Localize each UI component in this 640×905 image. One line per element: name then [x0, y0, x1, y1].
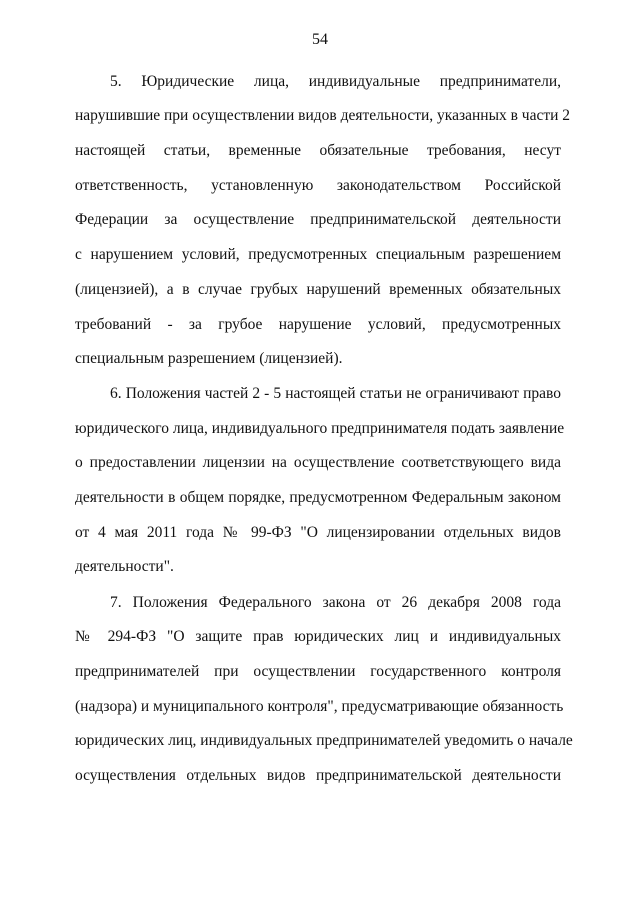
- text-line: Федерации за осуществление предпринимательской деятельности: [75, 211, 561, 228]
- text-line: 5. Юридические лица, индивидуальные предприниматели,: [110, 73, 561, 90]
- text-line: деятельности".: [75, 558, 174, 575]
- text-line: осуществления отдельных видов предпринимательской деятельности: [75, 767, 561, 784]
- text-line: нарушившие при осуществлении видов деятельности, указанных в части 2: [75, 107, 571, 124]
- text-line: с нарушением условий, предусмотренных специальным разрешением: [75, 246, 561, 263]
- text-line: настоящей статьи, временные обязательные требования, несут: [75, 142, 561, 159]
- text-line: от 4 мая 2011 года № 99-ФЗ "О лицензировании отдельных видов: [75, 524, 561, 541]
- text-line: (надзора) и муниципального контроля", предусматривающие обязанность: [75, 698, 564, 715]
- text-line: ответственность, установленную законодательством Российской: [75, 177, 561, 194]
- text-line: деятельности в общем порядке, предусмотренном Федеральным законом: [75, 489, 561, 506]
- text-line: (лицензией), а в случае грубых нарушений временных обязательных: [75, 281, 561, 298]
- text-line: требований - за грубое нарушение условий, предусмотренных: [75, 316, 561, 333]
- text-line: 6. Положения частей 2 - 5 настоящей статьи не ограничивают право: [110, 385, 561, 402]
- text-line: 7. Положения Федерального закона от 26 декабря 2008 года: [110, 594, 561, 611]
- page-number: 54: [312, 31, 328, 48]
- text-line: предпринимателей при осуществлении государственного контроля: [75, 663, 561, 680]
- text-line: о предоставлении лицензии на осуществление соответствующего вида: [75, 454, 561, 471]
- text-line: № 294-ФЗ "О защите прав юридических лиц и индивидуальных: [75, 628, 561, 645]
- text-line: юридического лица, индивидуального предпринимателя подать заявление: [75, 420, 565, 437]
- text-line: специальным разрешением (лицензией).: [75, 350, 343, 367]
- text-line: юридических лиц, индивидуальных предпринимателей уведомить о начале: [75, 732, 573, 749]
